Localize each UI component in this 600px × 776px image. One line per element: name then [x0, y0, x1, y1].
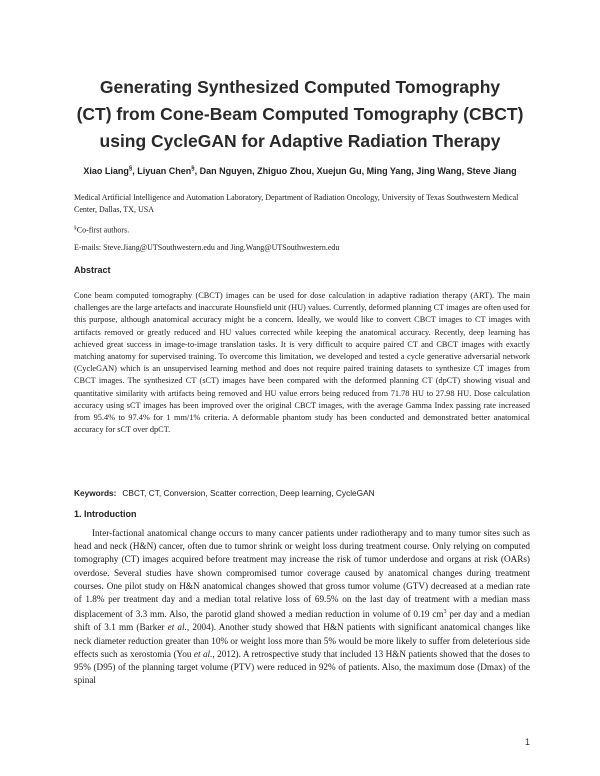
abstract-heading: Abstract: [74, 265, 111, 275]
author-names-rest: Dan Nguyen, Zhiguo Zhou, Xuejun Gu, Ming Yang, Jing Wang, Steve Jiang: [199, 166, 517, 176]
paper-title: [75, 74, 525, 155]
cofirst-text: Co-first authors.: [76, 225, 130, 235]
section-heading-introduction: 1. Introduction: [74, 509, 137, 519]
keywords-label: Keywords:: [74, 488, 117, 498]
author-name: Xiao Liang: [83, 166, 129, 176]
page-number: 1: [524, 737, 530, 747]
keywords: [74, 487, 375, 500]
cofirst-mark: §: [191, 166, 195, 172]
contact-emails: E-mails: Steve.Jiang@UTSouthwestern.edu and Jing.Wang@UTSouthwestern.edu: [74, 243, 340, 252]
title-line: (CT) from Cone-Beam Computed Tomography (CBCT): [76, 104, 524, 124]
title-line: Generating Synthesized Computed Tomography: [99, 77, 501, 97]
abstract-body: Cone beam computed tomography (CBCT) images can be used for dose calculation in adaptive radiation therapy (ART). The main challenges are the large artefacts and inaccurate Hounsfield unit (HU) values. Currently, deformed planning CT images are often used for this purpose, although anatomical accuracy might be a concern. Ideally, we would like to convert CBCT images to CT images with artifacts removed or greatly reduced and HU values corrected while keeping the anatomical accuracy. Recently, deep learning has achieved great success in image-to-image translation tasks. It is very difficult to acquire paired CT and CBCT images with exactly matching anatomy for supervised training. To overcome this limitation, we developed and tested a cycle generative adversarial network (CycleGAN) which is an unsupervised learning method and does not require paired training datasets to synthesize CT images from CBCT images. The synthesized CT (sCT) images have been compared with the deformed planning CT (dpCT) showing visual and quantitative similarity with artifacts being removed and HU value errors being reduced from 71.78 HU to 27.98 HU. Dose calculation accuracy using sCT images has been improved over the original CBCT images, with the average Gamma Index passing rate increased from 95.4% to 97.4% for 1 mm/1% criteria. A deformable phantom study has been conducted and demonstrated better anatomical accuracy for sCT over dpCT.: [74, 291, 531, 435]
cofirst-mark: §: [74, 225, 77, 231]
cofirst-note: [74, 222, 129, 237]
author-list: Xiao Liang§, Liyuan Chen§, Dan Nguyen, Zhiguo Zhou, Xuejun Gu, Ming Yang, Jing Wang, Steve Jiang: [83, 166, 517, 176]
author-name: Liyuan Chen: [137, 166, 192, 176]
introduction-paragraph: Inter-factional anatomical change occurs to many cancer patients under radiotherapy and to many tumor sites such as head and neck (H&N) cancer, often due to tumor shrink or weight loss during treatment course. Only relying on computed tomography (CT) images acquired before treatment may increase the risk of tumor underdose and organs at risk (OARs) overdose. Several studies have shown compromised tumor coverage caused by anatomical changes during treatment courses. One pilot study on H&N anatomical changes showed that gross tumor volume (GTV) decreased at a median rate of 1.8% per treatment day and a median total relative loss of 69.5% on the last day of treatment with a median mass displacement of 3.3 mm. Also, the parotid gland showed a median reduction in volume of 0.19 $cm^3$ per day and a median shift of 3.1 mm (Barker et al., 2004). Another study showed that H&N patients with significant anatomical changes like neck diameter reduction greater than 10% or weight loss more than 5% would be more likely to suffer from deleterious side effects such as xerostomia (You et al., 2012). A retrospective study that included 13 H&N patients showed that the doses to 95% (D95) of the planning target volume (PTV) were reduced in 92% of patients. Also, the maximum dose (Dmax) of the spinal: [74, 528, 530, 686]
keywords-list: CBCT, CT, Conversion, Scatter correction, Deep learning, CycleGAN: [122, 488, 375, 498]
title-line: using CycleGAN for Adaptive Radiation Therapy: [99, 131, 501, 151]
cofirst-mark: §: [128, 166, 133, 172]
affiliation: Medical Artificial Intelligence and Automation Laboratory, Department of Radiation Oncology, University of Texas Southwestern Medical Center, Dallas, TX, USA: [74, 193, 519, 214]
